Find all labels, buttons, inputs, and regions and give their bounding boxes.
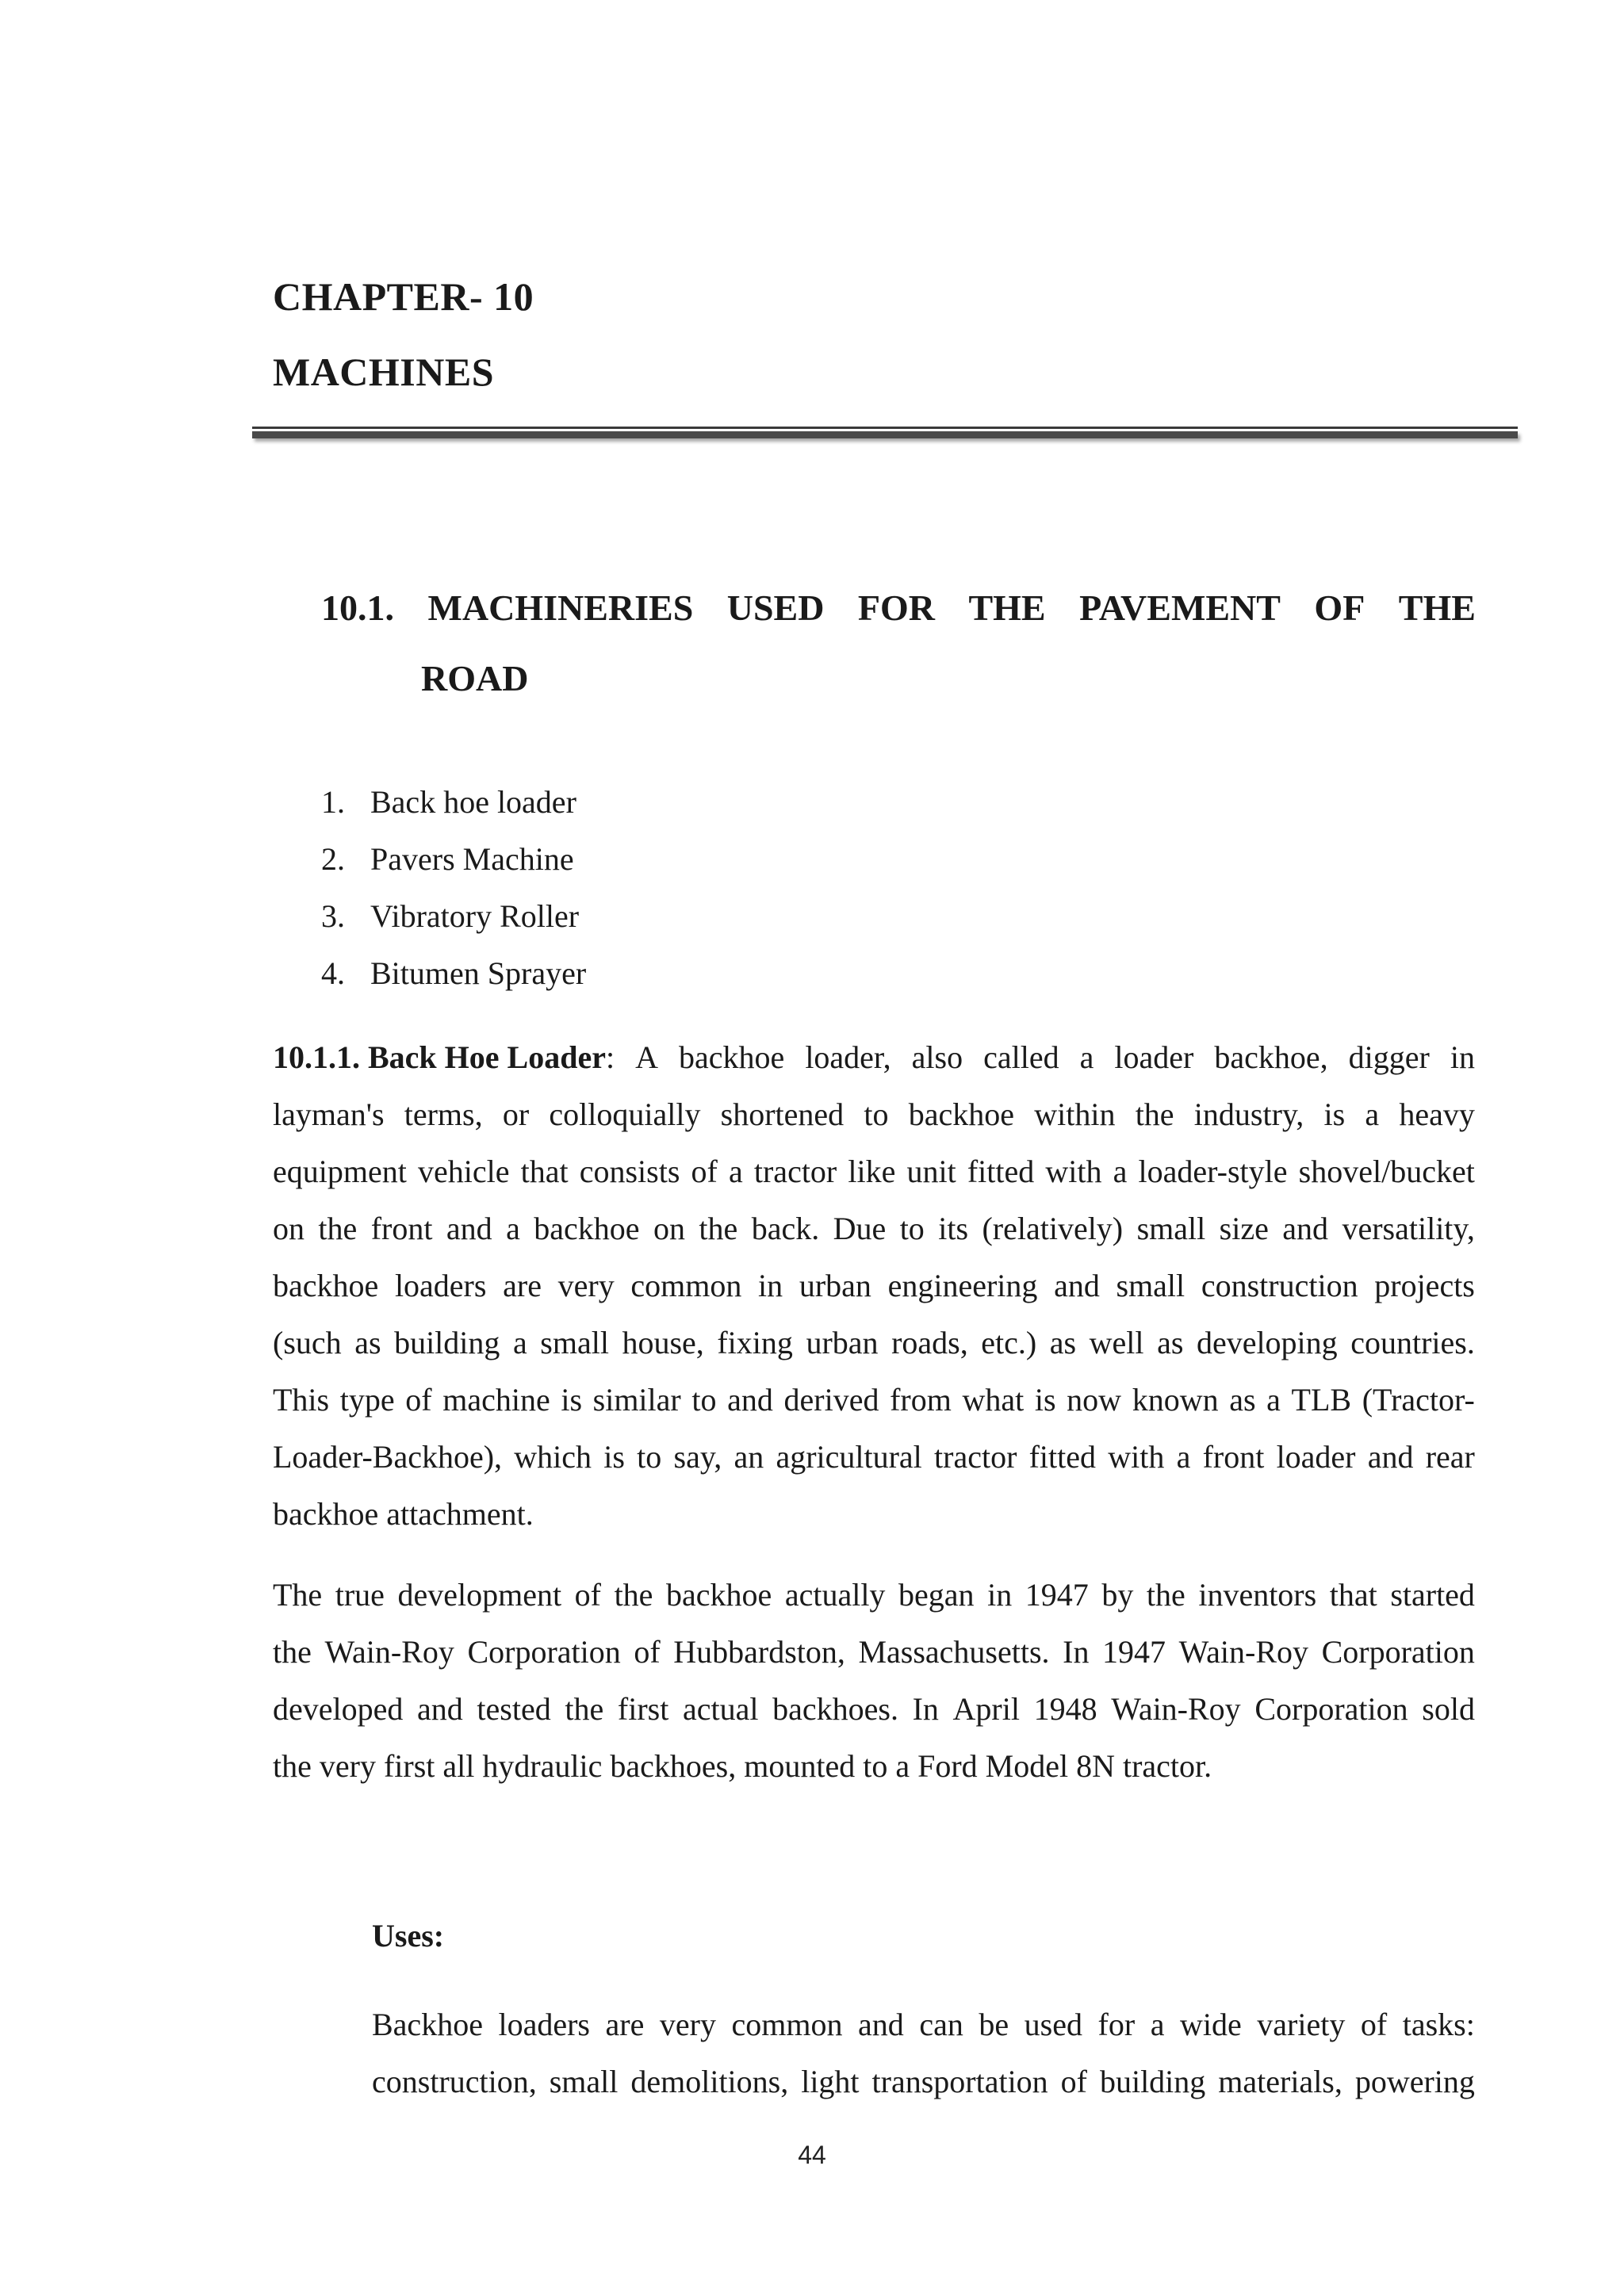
section-heading-line2: ROAD xyxy=(421,658,529,698)
paragraph-line-text: : A backhoe loader, also called a loader backhoe, digger in xyxy=(605,1039,1475,1075)
paragraph-line: Backhoe loaders are very common and can be used for a wide variety of tasks: xyxy=(372,2007,1475,2042)
list-item-number: 3. xyxy=(321,898,345,934)
list-item-label: Back hoe loader xyxy=(370,784,576,820)
section-heading xyxy=(321,587,1476,699)
paragraph-line: layman's terms, or colloquially shortened to backhoe within the industry, is a heavy xyxy=(273,1096,1475,1132)
page-number: 44 xyxy=(798,2141,826,2169)
list-item xyxy=(321,840,586,897)
paragraph-line: the Wain-Roy Corporation of Hubbardston, Massachusetts. In 1947 Wain-Roy Corporation xyxy=(273,1634,1475,1670)
paragraph-line: developed and tested the first actual backhoes. In April 1948 Wain-Roy Corporation sold xyxy=(273,1691,1475,1727)
uses-paragraph xyxy=(372,1996,1475,2110)
paragraph-line xyxy=(273,1029,1475,1086)
section-heading-word: PAVEMENT xyxy=(1079,587,1281,628)
chapter-title: MACHINES xyxy=(273,350,495,394)
paragraph-line: Loader-Backhoe), which is to say, an agricultural tractor fitted with a front loader and rear xyxy=(273,1439,1475,1475)
section-heading-word: USED xyxy=(726,587,825,628)
uses-heading: Uses: xyxy=(372,1918,445,1954)
paragraph-line: the very first all hydraulic backhoes, mounted to a Ford Model 8N tractor. xyxy=(273,1748,1212,1784)
paragraph-line: The true development of the backhoe actually began in 1947 by the inventors that started xyxy=(273,1577,1475,1613)
subsection-heading xyxy=(273,1029,606,1086)
list-item-label: Pavers Machine xyxy=(370,841,574,877)
divider-thick-line xyxy=(252,431,1518,438)
paragraph-line: backhoe loaders are very common in urban engineering and small construction projects xyxy=(273,1268,1475,1303)
list-item-number: 2. xyxy=(321,841,345,877)
list-item-label: Bitumen Sprayer xyxy=(370,955,587,991)
section-heading-line1 xyxy=(321,587,1476,629)
subsection-title: Back Hoe Loader xyxy=(368,1039,606,1075)
list-item xyxy=(321,897,586,955)
list-item-number: 1. xyxy=(321,784,345,820)
chapter-divider xyxy=(252,427,1518,442)
section-heading-word: THE xyxy=(1398,587,1476,628)
paragraph-line: on the front and a backhoe on the back. Due to its (relatively) small size and versatility, xyxy=(273,1211,1475,1246)
list-item-number: 4. xyxy=(321,955,345,991)
paragraph-line: equipment vehicle that consists of a tractor like unit fitted with a loader-style shovel/bucket xyxy=(273,1154,1475,1189)
section-heading-word: MACHINERIES xyxy=(427,587,694,628)
paragraph-line: backhoe attachment. xyxy=(273,1496,534,1532)
chapter-label: CHAPTER- 10 xyxy=(273,274,534,319)
machine-list xyxy=(321,783,586,1012)
subsection-number: 10.1.1. xyxy=(273,1039,360,1075)
section-heading-word: FOR xyxy=(857,587,936,628)
paragraph-line: This type of machine is similar to and derived from what is now known as a TLB (Tractor- xyxy=(273,1382,1475,1418)
paragraph-line: construction, small demolitions, light transportation of building materials, powering xyxy=(372,2064,1475,2099)
list-item xyxy=(321,955,586,1012)
section-heading-word: THE xyxy=(968,587,1046,628)
list-item xyxy=(321,783,586,840)
section-heading-word: 10.1. xyxy=(321,587,394,628)
paragraph-line: (such as building a small house, fixing urban roads, etc.) as well as developing countries. xyxy=(273,1325,1475,1360)
backhoe-paragraph xyxy=(273,1029,1475,1543)
history-paragraph xyxy=(273,1567,1475,1795)
list-item-label: Vibratory Roller xyxy=(370,898,580,934)
divider-thin-line xyxy=(252,427,1518,429)
section-heading-word: OF xyxy=(1314,587,1365,628)
